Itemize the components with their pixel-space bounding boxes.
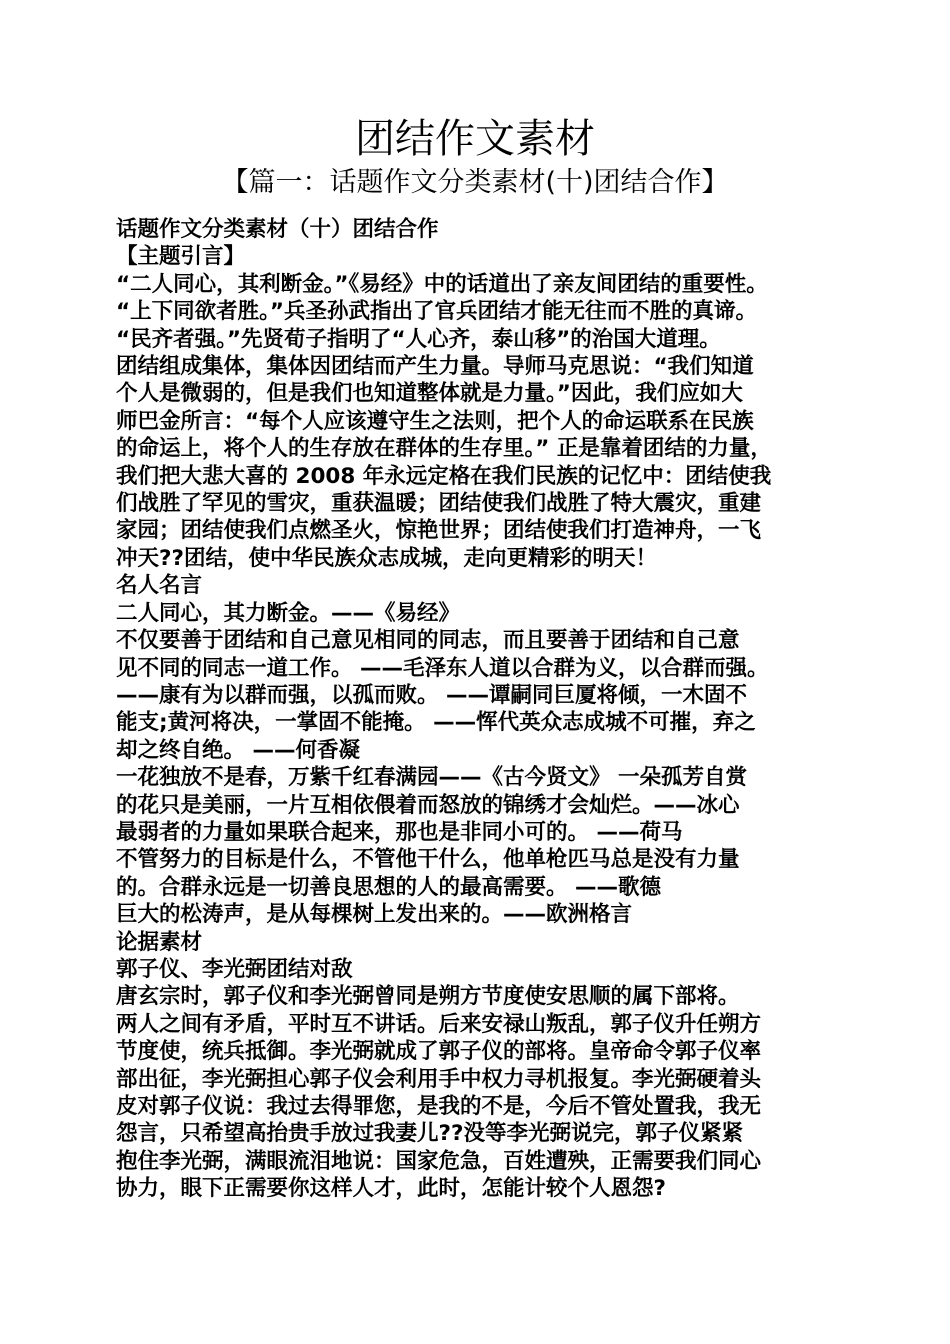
text-line: 二人同心，其力断金。——《易经》 [116, 600, 461, 626]
text-line: 【主题引言】 [116, 244, 246, 270]
text-line: 们战胜了罕见的雪灾，重获温暖；团结使我们战胜了特大震灾，重建 [116, 491, 762, 517]
text-line: 节度使，统兵抵御。李光弼就成了郭子仪的部将。皇帝命令郭子仪率 [116, 1039, 762, 1065]
text-line: 的。合群永远是一切善良思想的人的最高需要。 ——歌德 [116, 874, 661, 900]
text-line: 话题作文分类素材（十）团结合作 [116, 217, 439, 242]
text-line: 家园；团结使我们点燃圣火，惊艳世界；团结使我们打造神舟，一飞 [116, 518, 762, 544]
document-body [116, 216, 846, 1203]
text-line: 的命运上，将个人的生存放在群体的生存里。” 正是靠着团结的力量， [116, 436, 772, 462]
text-line: 最弱者的力量如果联合起来，那也是非同小可的。 ——荷马 [116, 819, 683, 845]
text-line: 不仅要善于团结和自己意见相同的同志，而且要善于团结和自己意 [116, 628, 740, 654]
text-line: 两人之间有矛盾，平时互不讲话。后来安禄山叛乱，郭子仪升任朔方 [116, 1011, 762, 1037]
text-line: 的花只是美丽，一片互相依偎着而怒放的锦绣才会灿烂。——冰心 [116, 792, 740, 818]
text-line: 名人名言 [116, 573, 203, 599]
text-line: 协力，眼下正需要你这样人才，此时，怎能计较个人恩怨? [116, 1176, 666, 1202]
text-line: 抱住李光弼，满眼流泪地说：国家危急，百姓遭殃，正需要我们同心 [116, 1148, 762, 1174]
text-line: 团结组成集体，集体因团结而产生力量。导师马克思说：“我们知道 [116, 354, 754, 380]
text-line: ——康有为以群而强，以孤而败。 ——谭嗣同巨厦将倾，一木固不 [116, 682, 747, 708]
text-line: 能支;黄河将决，一掌固不能掩。 ——恽代英众志成城不可摧，弃之 [116, 710, 756, 736]
text-line: 皮对郭子仪说：我过去得罪您，是我的不是，今后不管处置我，我无 [116, 1094, 762, 1119]
text-line: 一花独放不是春，万紫千红春满园——《古今贤文》 一朵孤芳自赏 [116, 765, 747, 791]
text-line: 论据素材 [116, 929, 203, 955]
text-line: 不管努力的目标是什么，不管他干什么，他单枪匹马总是没有力量 [116, 847, 740, 873]
document-title: 团结作文素材 [355, 116, 595, 162]
text-line: 怨言，只希望高抬贵手放过我妻儿??没等李光弼说完，郭子仪紧紧 [116, 1121, 743, 1147]
text-line: 部出征，李光弼担心郭子仪会利用手中权力寻机报复。李光弼硬着头 [116, 1066, 762, 1092]
text-line: 冲天??团结，使中华民族众志成城，走向更精彩的明天！ [116, 545, 657, 571]
text-line: 唐玄宗时，郭子仪和李光弼曾同是朔方节度使安思顺的属下部将。 [116, 984, 740, 1010]
text-line: 郭子仪、李光弼团结对敌 [116, 956, 353, 982]
text-line: 巨大的松涛声，是从每棵树上发出来的。——欧洲格言 [116, 902, 633, 928]
text-line: 师巴金所言：“每个人应该遵守生之法则，把个人的命运联系在民族 [116, 408, 754, 434]
text-line: 个人是微弱的，但是我们也知道整体就是力量。”因此，我们应如大 [116, 381, 743, 407]
text-line: “民齐者强。”先贤荀子指明了“人心齐，泰山移”的治国大道理。 [116, 326, 721, 352]
text-line: “上下同欲者胜。”兵圣孙武指出了官兵团结才能无往而不胜的真谛。 [116, 299, 758, 325]
text-line: 我们把大悲大喜的 2008 年永远定格在我们民族的记忆中：团结使我 [116, 463, 772, 489]
text-line: 却之终自绝。 ——何香凝 [116, 737, 360, 763]
document-subtitle: 【篇一：话题作文分类素材(十)团结合作】 [221, 167, 729, 198]
text-line: 见不同的同志一道工作。 ——毛泽东人道以合群为义，以合群而强。 [116, 655, 769, 681]
text-line: “二人同心，其利断金。”《易经》中的话道出了亲友间团结的重要性。 [116, 271, 768, 297]
